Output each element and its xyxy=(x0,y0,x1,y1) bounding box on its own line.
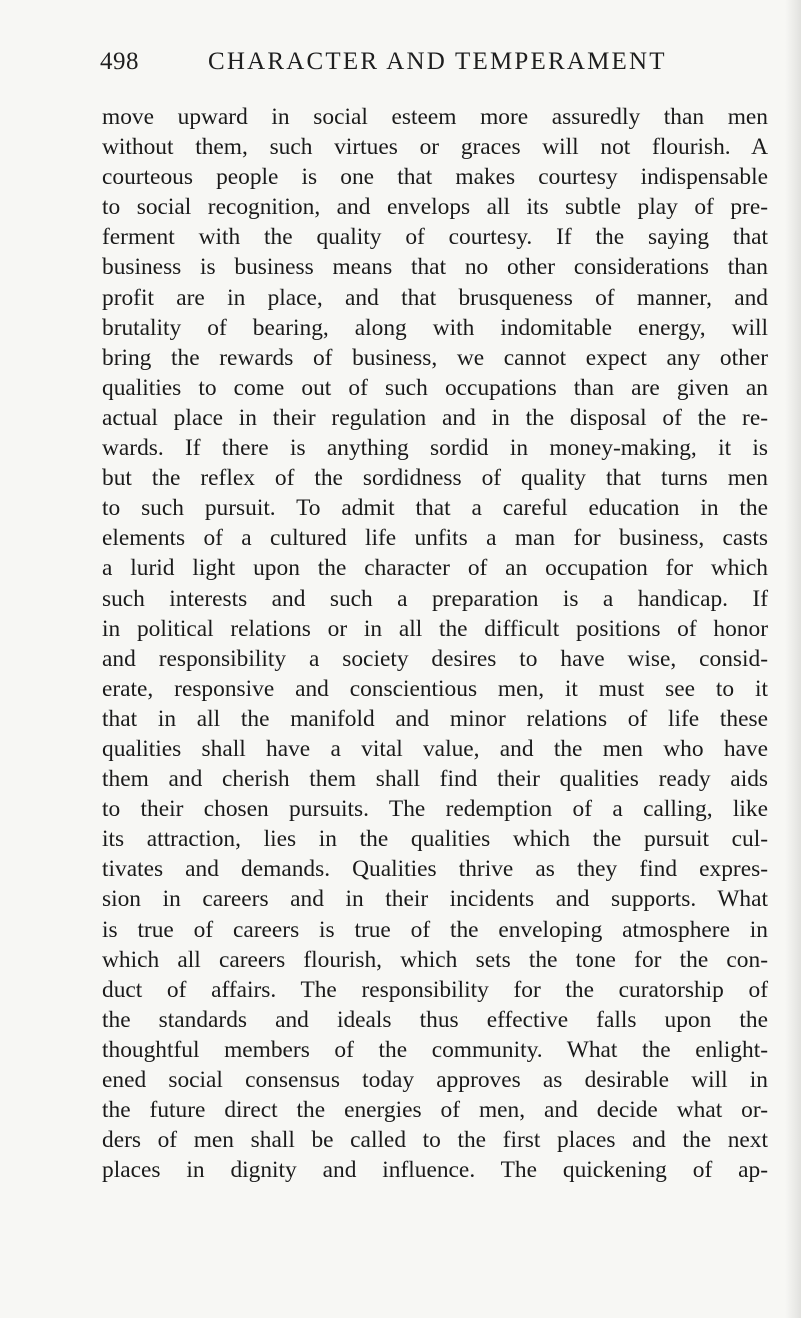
text-line: actual place in their regulation and in the disposal of the re- xyxy=(102,404,768,431)
text-line: move upward in social esteem more assuredly than men xyxy=(102,104,768,130)
text-line: and responsibility a society desires to have wise, consid- xyxy=(102,645,768,672)
text-line: to their chosen pursuits. The redemption of a calling, like xyxy=(102,796,768,823)
text-line: its attraction, lies in the qualities which the pursuit cul- xyxy=(102,826,768,853)
text-line: qualities to come out of such occupations than are given an xyxy=(102,374,768,401)
text-line: is true of careers is true of the enveloping atmosphere in xyxy=(102,916,768,943)
text-line: thoughtful members of the community. What the enlight- xyxy=(102,1036,768,1063)
running-head: CHARACTER AND TEMPERAMENT xyxy=(208,48,667,75)
text-line: courteous people is one that makes courtesy indispensable xyxy=(102,164,768,191)
text-line: the future direct the energies of men, and decide what or- xyxy=(102,1097,768,1124)
body-text xyxy=(102,102,768,1185)
text-line: such interests and such a preparation is a handicap. If xyxy=(102,585,768,612)
text-line: ders of men shall be called to the first places and the next xyxy=(102,1127,768,1154)
text-line: bring the rewards of business, we cannot expect any other xyxy=(102,344,768,371)
text-line: qualities shall have a vital value, and the men who have xyxy=(102,735,768,762)
text-line: to such pursuit. To admit that a careful education in the xyxy=(102,495,768,522)
text-line: duct of affairs. The responsibility for the curatorship of xyxy=(102,976,768,1003)
text-line: profit are in place, and that brusqueness of manner, and xyxy=(102,284,768,311)
text-line: business is business means that no other considerations than xyxy=(102,254,768,281)
text-line: the standards and ideals thus effective falls upon the xyxy=(102,1006,768,1033)
page-number: 498 xyxy=(100,48,139,75)
text-line: to social recognition, and envelops all its subtle play of pre- xyxy=(102,194,768,221)
text-line: wards. If there is anything sordid in money-making, it is xyxy=(102,435,768,462)
text-line: elements of a cultured life unfits a man for business, casts xyxy=(102,525,768,552)
text-line: but the reflex of the sordidness of quality that turns men xyxy=(102,465,768,492)
text-line: without them, such virtues or graces will not flourish. A xyxy=(102,134,768,161)
text-line: that in all the manifold and minor relations of life these xyxy=(102,705,768,732)
page-header xyxy=(100,44,700,88)
text-line: erate, responsive and conscientious men, it must see to it xyxy=(102,675,768,702)
text-line: places in dignity and influence. The quickening of ap- xyxy=(102,1157,768,1184)
text-line: ferment with the quality of courtesy. If the saying that xyxy=(102,224,768,251)
text-line: them and cherish them shall find their qualities ready aids xyxy=(102,766,768,793)
text-line: ened social consensus today approves as desirable will in xyxy=(102,1067,768,1093)
text-line: brutality of bearing, along with indomitable energy, will xyxy=(102,314,768,341)
text-line: sion in careers and in their incidents and supports. What xyxy=(102,886,768,913)
text-line: tivates and demands. Qualities thrive as they find expres- xyxy=(102,856,768,883)
text-line: a lurid light upon the character of an occupation for which xyxy=(102,555,768,582)
text-line: in political relations or in all the difficult positions of honor xyxy=(102,615,768,642)
text-line: which all careers flourish, which sets the tone for the con- xyxy=(102,946,768,973)
page-edge-shadow xyxy=(785,0,801,1318)
